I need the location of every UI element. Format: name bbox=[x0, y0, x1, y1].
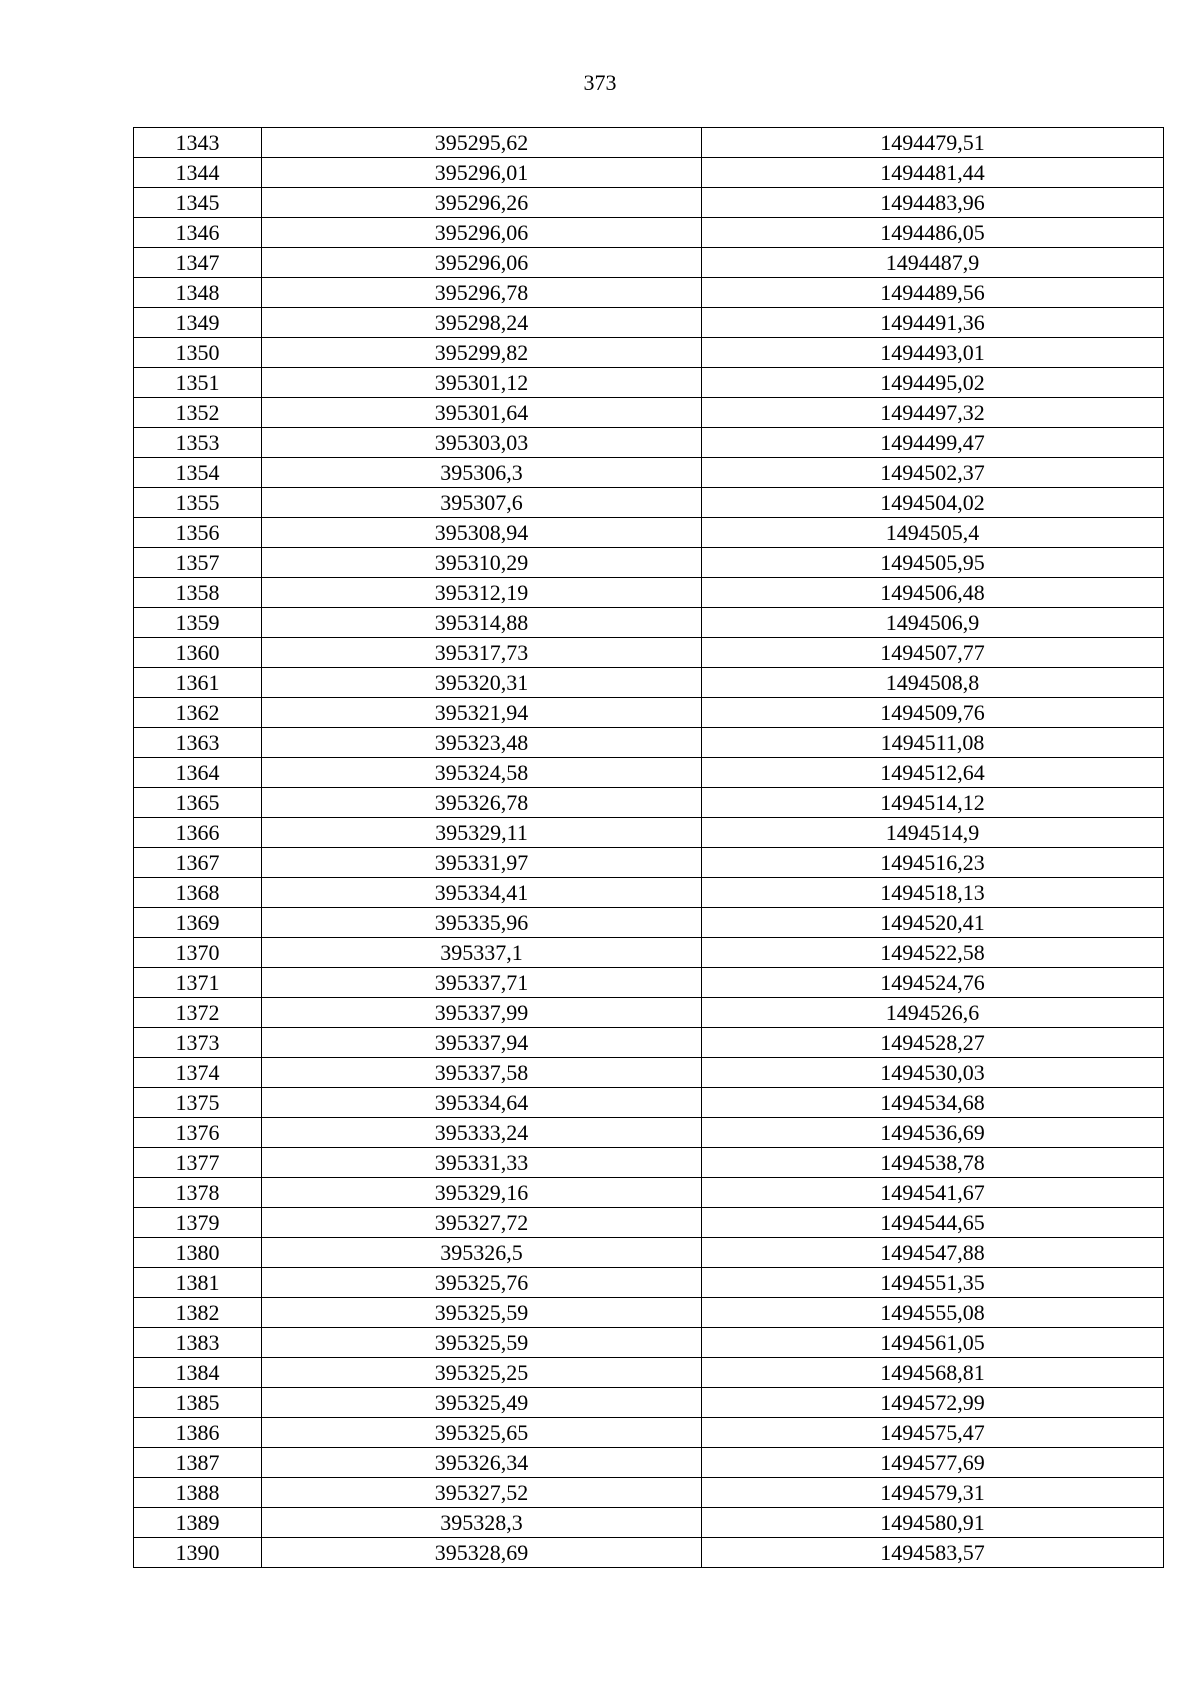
table-row bbox=[134, 128, 1164, 158]
point-number-cell: 1353 bbox=[134, 428, 262, 458]
y-coordinate-cell: 1494528,27 bbox=[702, 1028, 1164, 1058]
y-coordinate-cell: 1494561,05 bbox=[702, 1328, 1164, 1358]
y-coordinate-cell: 1494575,47 bbox=[702, 1418, 1164, 1448]
point-number-cell: 1390 bbox=[134, 1538, 262, 1568]
point-number-cell: 1372 bbox=[134, 998, 262, 1028]
y-coordinate-cell: 1494486,05 bbox=[702, 218, 1164, 248]
x-coordinate-cell: 395329,11 bbox=[262, 818, 702, 848]
table-row bbox=[134, 1538, 1164, 1568]
x-coordinate-cell: 395329,16 bbox=[262, 1178, 702, 1208]
x-coordinate-cell: 395334,41 bbox=[262, 878, 702, 908]
table-row bbox=[134, 488, 1164, 518]
table-row bbox=[134, 1208, 1164, 1238]
y-coordinate-cell: 1494497,32 bbox=[702, 398, 1164, 428]
x-coordinate-cell: 395326,78 bbox=[262, 788, 702, 818]
point-number-cell: 1357 bbox=[134, 548, 262, 578]
x-coordinate-cell: 395298,24 bbox=[262, 308, 702, 338]
y-coordinate-cell: 1494493,01 bbox=[702, 338, 1164, 368]
x-coordinate-cell: 395312,19 bbox=[262, 578, 702, 608]
y-coordinate-cell: 1494489,56 bbox=[702, 278, 1164, 308]
point-number-cell: 1359 bbox=[134, 608, 262, 638]
y-coordinate-cell: 1494479,51 bbox=[702, 128, 1164, 158]
table-row bbox=[134, 1418, 1164, 1448]
point-number-cell: 1389 bbox=[134, 1508, 262, 1538]
x-coordinate-cell: 395326,34 bbox=[262, 1448, 702, 1478]
x-coordinate-cell: 395301,12 bbox=[262, 368, 702, 398]
table-row bbox=[134, 668, 1164, 698]
table-row bbox=[134, 848, 1164, 878]
table-row bbox=[134, 698, 1164, 728]
x-coordinate-cell: 395337,94 bbox=[262, 1028, 702, 1058]
point-number-cell: 1380 bbox=[134, 1238, 262, 1268]
y-coordinate-cell: 1494506,48 bbox=[702, 578, 1164, 608]
table-row bbox=[134, 1268, 1164, 1298]
y-coordinate-cell: 1494551,35 bbox=[702, 1268, 1164, 1298]
point-number-cell: 1383 bbox=[134, 1328, 262, 1358]
table-row bbox=[134, 518, 1164, 548]
x-coordinate-cell: 395328,69 bbox=[262, 1538, 702, 1568]
y-coordinate-cell: 1494514,9 bbox=[702, 818, 1164, 848]
table-row bbox=[134, 1058, 1164, 1088]
x-coordinate-cell: 395331,33 bbox=[262, 1148, 702, 1178]
table-row bbox=[134, 1478, 1164, 1508]
x-coordinate-cell: 395337,58 bbox=[262, 1058, 702, 1088]
x-coordinate-cell: 395296,26 bbox=[262, 188, 702, 218]
point-number-cell: 1376 bbox=[134, 1118, 262, 1148]
point-number-cell: 1344 bbox=[134, 158, 262, 188]
x-coordinate-cell: 395328,3 bbox=[262, 1508, 702, 1538]
table-row bbox=[134, 1118, 1164, 1148]
y-coordinate-cell: 1494495,02 bbox=[702, 368, 1164, 398]
y-coordinate-cell: 1494522,58 bbox=[702, 938, 1164, 968]
y-coordinate-cell: 1494508,8 bbox=[702, 668, 1164, 698]
point-number-cell: 1382 bbox=[134, 1298, 262, 1328]
point-number-cell: 1379 bbox=[134, 1208, 262, 1238]
y-coordinate-cell: 1494507,77 bbox=[702, 638, 1164, 668]
point-number-cell: 1378 bbox=[134, 1178, 262, 1208]
table-row bbox=[134, 1508, 1164, 1538]
table-row bbox=[134, 158, 1164, 188]
table-row bbox=[134, 1028, 1164, 1058]
y-coordinate-cell: 1494499,47 bbox=[702, 428, 1164, 458]
table-row bbox=[134, 938, 1164, 968]
table-row bbox=[134, 248, 1164, 278]
point-number-cell: 1384 bbox=[134, 1358, 262, 1388]
x-coordinate-cell: 395306,3 bbox=[262, 458, 702, 488]
x-coordinate-cell: 395301,64 bbox=[262, 398, 702, 428]
point-number-cell: 1370 bbox=[134, 938, 262, 968]
y-coordinate-cell: 1494541,67 bbox=[702, 1178, 1164, 1208]
x-coordinate-cell: 395327,52 bbox=[262, 1478, 702, 1508]
point-number-cell: 1350 bbox=[134, 338, 262, 368]
y-coordinate-cell: 1494483,96 bbox=[702, 188, 1164, 218]
y-coordinate-cell: 1494544,65 bbox=[702, 1208, 1164, 1238]
x-coordinate-cell: 395299,82 bbox=[262, 338, 702, 368]
table-row bbox=[134, 368, 1164, 398]
point-number-cell: 1377 bbox=[134, 1148, 262, 1178]
y-coordinate-cell: 1494538,78 bbox=[702, 1148, 1164, 1178]
x-coordinate-cell: 395307,6 bbox=[262, 488, 702, 518]
x-coordinate-cell: 395323,48 bbox=[262, 728, 702, 758]
y-coordinate-cell: 1494511,08 bbox=[702, 728, 1164, 758]
y-coordinate-cell: 1494516,23 bbox=[702, 848, 1164, 878]
point-number-cell: 1356 bbox=[134, 518, 262, 548]
y-coordinate-cell: 1494526,6 bbox=[702, 998, 1164, 1028]
point-number-cell: 1369 bbox=[134, 908, 262, 938]
y-coordinate-cell: 1494568,81 bbox=[702, 1358, 1164, 1388]
table-row bbox=[134, 818, 1164, 848]
y-coordinate-cell: 1494579,31 bbox=[702, 1478, 1164, 1508]
y-coordinate-cell: 1494514,12 bbox=[702, 788, 1164, 818]
x-coordinate-cell: 395334,64 bbox=[262, 1088, 702, 1118]
point-number-cell: 1355 bbox=[134, 488, 262, 518]
x-coordinate-cell: 395331,97 bbox=[262, 848, 702, 878]
table-row bbox=[134, 788, 1164, 818]
x-coordinate-cell: 395317,73 bbox=[262, 638, 702, 668]
table-row bbox=[134, 398, 1164, 428]
point-number-cell: 1351 bbox=[134, 368, 262, 398]
x-coordinate-cell: 395296,78 bbox=[262, 278, 702, 308]
x-coordinate-cell: 395303,03 bbox=[262, 428, 702, 458]
y-coordinate-cell: 1494502,37 bbox=[702, 458, 1164, 488]
x-coordinate-cell: 395337,99 bbox=[262, 998, 702, 1028]
point-number-cell: 1346 bbox=[134, 218, 262, 248]
point-number-cell: 1343 bbox=[134, 128, 262, 158]
x-coordinate-cell: 395325,59 bbox=[262, 1298, 702, 1328]
y-coordinate-cell: 1494506,9 bbox=[702, 608, 1164, 638]
point-number-cell: 1363 bbox=[134, 728, 262, 758]
x-coordinate-cell: 395325,49 bbox=[262, 1388, 702, 1418]
point-number-cell: 1367 bbox=[134, 848, 262, 878]
table-row bbox=[134, 638, 1164, 668]
point-number-cell: 1371 bbox=[134, 968, 262, 998]
table-row bbox=[134, 338, 1164, 368]
coordinates-table-body bbox=[134, 128, 1164, 1568]
point-number-cell: 1360 bbox=[134, 638, 262, 668]
x-coordinate-cell: 395321,94 bbox=[262, 698, 702, 728]
x-coordinate-cell: 395325,76 bbox=[262, 1268, 702, 1298]
x-coordinate-cell: 395325,59 bbox=[262, 1328, 702, 1358]
point-number-cell: 1362 bbox=[134, 698, 262, 728]
y-coordinate-cell: 1494520,41 bbox=[702, 908, 1164, 938]
y-coordinate-cell: 1494505,4 bbox=[702, 518, 1164, 548]
table-row bbox=[134, 278, 1164, 308]
page-number: 373 bbox=[583, 70, 617, 95]
x-coordinate-cell: 395320,31 bbox=[262, 668, 702, 698]
x-coordinate-cell: 395296,06 bbox=[262, 248, 702, 278]
table-row bbox=[134, 968, 1164, 998]
x-coordinate-cell: 395326,5 bbox=[262, 1238, 702, 1268]
x-coordinate-cell: 395335,96 bbox=[262, 908, 702, 938]
table-row bbox=[134, 218, 1164, 248]
x-coordinate-cell: 395310,29 bbox=[262, 548, 702, 578]
y-coordinate-cell: 1494524,76 bbox=[702, 968, 1164, 998]
table-row bbox=[134, 308, 1164, 338]
table-row bbox=[134, 1148, 1164, 1178]
table-row bbox=[134, 1178, 1164, 1208]
table-row bbox=[134, 1358, 1164, 1388]
x-coordinate-cell: 395333,24 bbox=[262, 1118, 702, 1148]
point-number-cell: 1361 bbox=[134, 668, 262, 698]
table-row bbox=[134, 548, 1164, 578]
y-coordinate-cell: 1494577,69 bbox=[702, 1448, 1164, 1478]
table-row bbox=[134, 1298, 1164, 1328]
y-coordinate-cell: 1494536,69 bbox=[702, 1118, 1164, 1148]
point-number-cell: 1375 bbox=[134, 1088, 262, 1118]
y-coordinate-cell: 1494547,88 bbox=[702, 1238, 1164, 1268]
point-number-cell: 1352 bbox=[134, 398, 262, 428]
point-number-cell: 1358 bbox=[134, 578, 262, 608]
point-number-cell: 1385 bbox=[134, 1388, 262, 1418]
table-row bbox=[134, 758, 1164, 788]
point-number-cell: 1349 bbox=[134, 308, 262, 338]
table-row bbox=[134, 1448, 1164, 1478]
table-row bbox=[134, 998, 1164, 1028]
point-number-cell: 1366 bbox=[134, 818, 262, 848]
x-coordinate-cell: 395337,1 bbox=[262, 938, 702, 968]
point-number-cell: 1348 bbox=[134, 278, 262, 308]
table-row bbox=[134, 728, 1164, 758]
point-number-cell: 1387 bbox=[134, 1448, 262, 1478]
x-coordinate-cell: 395295,62 bbox=[262, 128, 702, 158]
y-coordinate-cell: 1494555,08 bbox=[702, 1298, 1164, 1328]
point-number-cell: 1364 bbox=[134, 758, 262, 788]
coordinates-table bbox=[133, 127, 1164, 1568]
x-coordinate-cell: 395325,65 bbox=[262, 1418, 702, 1448]
y-coordinate-cell: 1494534,68 bbox=[702, 1088, 1164, 1118]
y-coordinate-cell: 1494487,9 bbox=[702, 248, 1164, 278]
x-coordinate-cell: 395296,06 bbox=[262, 218, 702, 248]
y-coordinate-cell: 1494504,02 bbox=[702, 488, 1164, 518]
y-coordinate-cell: 1494530,03 bbox=[702, 1058, 1164, 1088]
table-row bbox=[134, 1328, 1164, 1358]
point-number-cell: 1345 bbox=[134, 188, 262, 218]
table-row bbox=[134, 878, 1164, 908]
point-number-cell: 1386 bbox=[134, 1418, 262, 1448]
y-coordinate-cell: 1494518,13 bbox=[702, 878, 1164, 908]
table-row bbox=[134, 458, 1164, 488]
y-coordinate-cell: 1494481,44 bbox=[702, 158, 1164, 188]
table-row bbox=[134, 1388, 1164, 1418]
table-row bbox=[134, 908, 1164, 938]
y-coordinate-cell: 1494572,99 bbox=[702, 1388, 1164, 1418]
x-coordinate-cell: 395327,72 bbox=[262, 1208, 702, 1238]
y-coordinate-cell: 1494583,57 bbox=[702, 1538, 1164, 1568]
table-row bbox=[134, 578, 1164, 608]
x-coordinate-cell: 395308,94 bbox=[262, 518, 702, 548]
y-coordinate-cell: 1494509,76 bbox=[702, 698, 1164, 728]
point-number-cell: 1368 bbox=[134, 878, 262, 908]
y-coordinate-cell: 1494512,64 bbox=[702, 758, 1164, 788]
x-coordinate-cell: 395314,88 bbox=[262, 608, 702, 638]
point-number-cell: 1374 bbox=[134, 1058, 262, 1088]
table-row bbox=[134, 1088, 1164, 1118]
x-coordinate-cell: 395296,01 bbox=[262, 158, 702, 188]
y-coordinate-cell: 1494491,36 bbox=[702, 308, 1164, 338]
y-coordinate-cell: 1494505,95 bbox=[702, 548, 1164, 578]
table-row bbox=[134, 188, 1164, 218]
x-coordinate-cell: 395324,58 bbox=[262, 758, 702, 788]
point-number-cell: 1381 bbox=[134, 1268, 262, 1298]
table-row bbox=[134, 608, 1164, 638]
x-coordinate-cell: 395337,71 bbox=[262, 968, 702, 998]
point-number-cell: 1347 bbox=[134, 248, 262, 278]
point-number-cell: 1354 bbox=[134, 458, 262, 488]
table-row bbox=[134, 1238, 1164, 1268]
x-coordinate-cell: 395325,25 bbox=[262, 1358, 702, 1388]
point-number-cell: 1365 bbox=[134, 788, 262, 818]
y-coordinate-cell: 1494580,91 bbox=[702, 1508, 1164, 1538]
point-number-cell: 1373 bbox=[134, 1028, 262, 1058]
point-number-cell: 1388 bbox=[134, 1478, 262, 1508]
table-row bbox=[134, 428, 1164, 458]
